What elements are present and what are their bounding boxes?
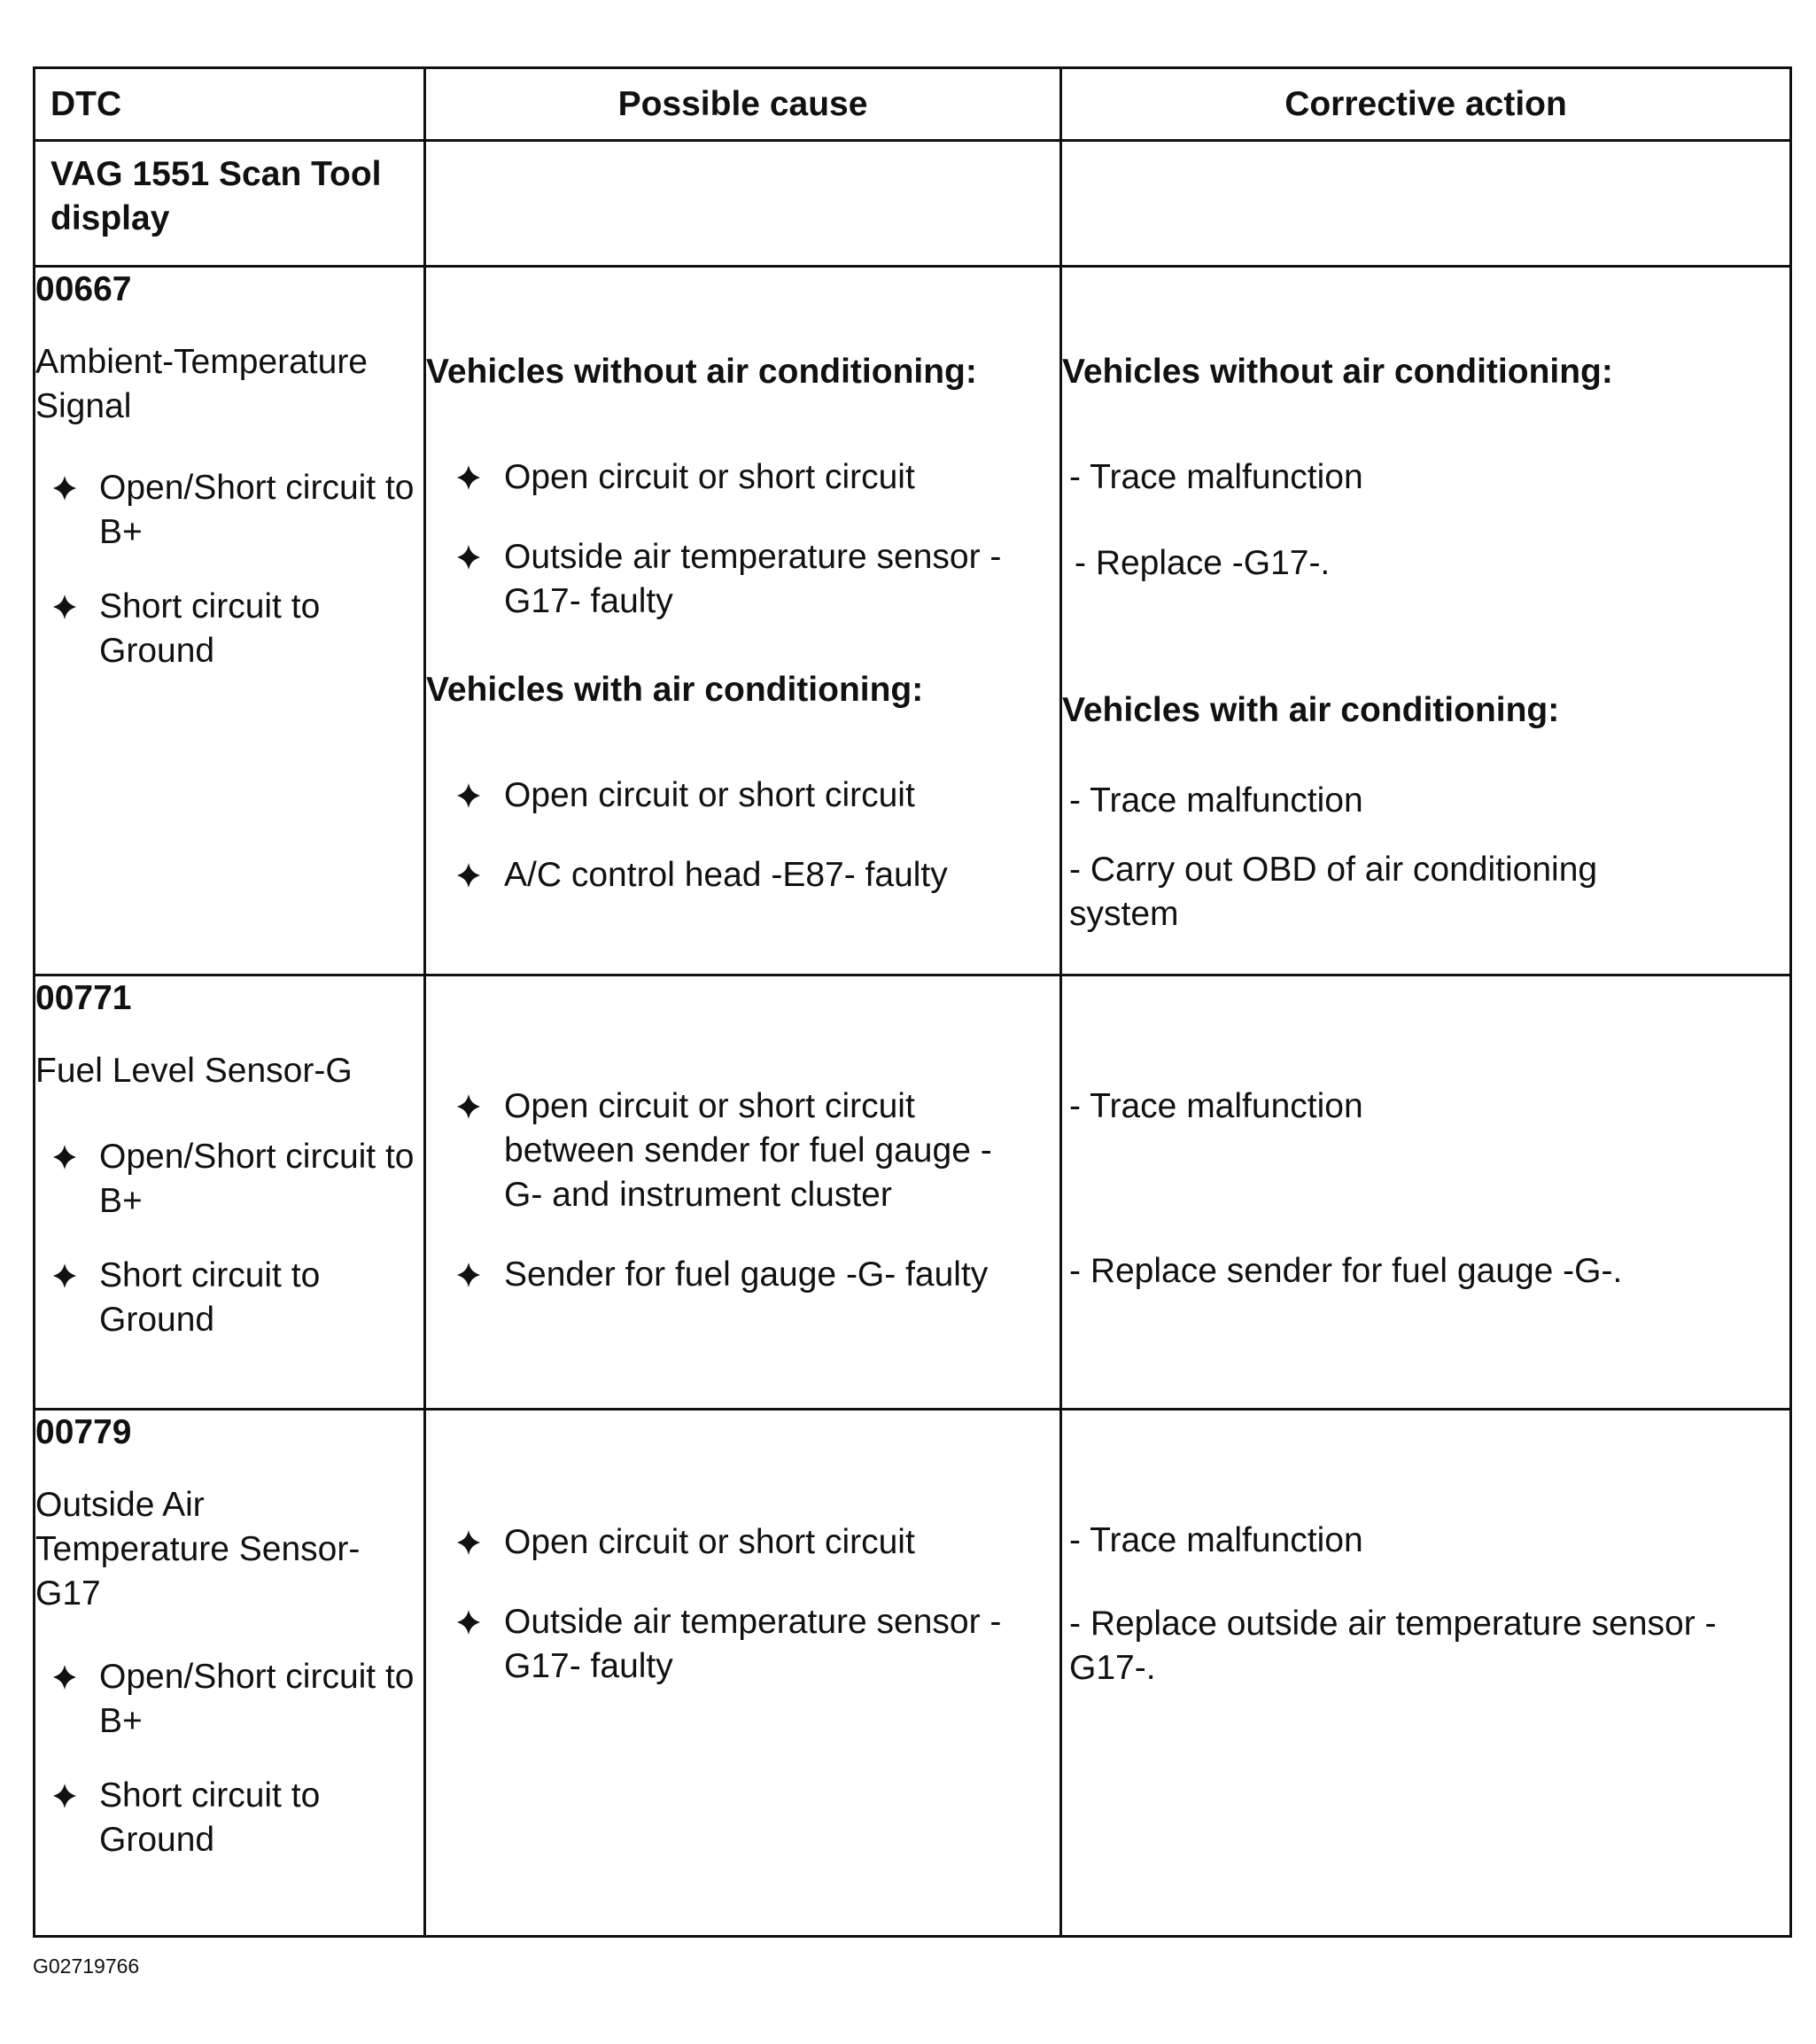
action-cell — [1061, 975, 1791, 1410]
header-corrective-action: Corrective action — [1061, 68, 1791, 141]
cause-text: Open circuit or short circuit — [504, 1523, 915, 1561]
diamond-bullet-icon — [53, 476, 76, 501]
dtc-condition-text: Short circuit to Ground — [99, 1776, 321, 1859]
dtc-condition — [35, 1655, 423, 1744]
action-item: - Carry out OBD of air conditioning system — [1069, 851, 1598, 933]
dtc-code: 00771 — [35, 979, 132, 1017]
dtc-condition — [35, 466, 423, 555]
cause-cell — [425, 267, 1061, 975]
cause-text: Sender for fuel gauge -G- faulty — [504, 1255, 989, 1294]
cause-item — [426, 1253, 1059, 1297]
diamond-bullet-icon — [457, 465, 480, 490]
action-item: - Replace outside air temperature sensor -G17-. — [1069, 1605, 1717, 1687]
action-item: - Trace malfunction — [1069, 1087, 1363, 1125]
diamond-bullet-icon — [457, 1530, 480, 1555]
dtc-condition-text: Open/Short circuit to B+ — [99, 1658, 415, 1740]
cause-item — [426, 853, 1059, 898]
diamond-bullet-icon — [457, 783, 480, 808]
diamond-bullet-icon — [457, 545, 480, 570]
action-item: - Replace -G17-. — [1075, 544, 1331, 582]
figure-id: G02719766 — [33, 1955, 140, 1978]
cause-text: A/C control head -E87- faulty — [504, 856, 948, 894]
action-cell — [1061, 1410, 1791, 1937]
action-subhead-with-ac: Vehicles with air conditioning: — [1062, 691, 1560, 729]
dtc-condition-text: Short circuit to Ground — [99, 1256, 321, 1339]
cause-cell — [425, 1410, 1061, 1937]
dtc-condition-text: Open/Short circuit to B+ — [99, 469, 415, 551]
dtc-signal: Fuel Level Sensor-G — [35, 1052, 353, 1090]
action-item: - Trace malfunction — [1069, 458, 1363, 496]
dtc-condition — [35, 1135, 423, 1224]
header-subrow-empty-action — [1061, 141, 1791, 267]
cause-text: Outside air temperature sensor -G17- faulty — [504, 1603, 1002, 1685]
dtc-condition-text: Open/Short circuit to B+ — [99, 1138, 415, 1220]
cause-item — [426, 1600, 1059, 1689]
header-scan-tool-display: VAG 1551 Scan Tool display — [35, 141, 425, 267]
cause-text: Open circuit or short circuit between sender for fuel gauge -G- and instrument cluster — [504, 1087, 992, 1214]
header-subrow-empty-cause — [425, 141, 1061, 267]
dtc-code: 00667 — [35, 270, 132, 308]
dtc-condition — [35, 1254, 423, 1342]
action-item: - Trace malfunction — [1069, 781, 1363, 820]
dtc-table — [33, 66, 1792, 1938]
cause-text: Open circuit or short circuit — [504, 776, 915, 814]
cause-subhead-with-ac: Vehicles with air conditioning: — [426, 671, 924, 709]
table-row — [35, 1410, 1791, 1937]
table-row — [35, 267, 1791, 975]
header-subrow — [35, 141, 1791, 267]
diamond-bullet-icon — [53, 1263, 76, 1288]
cause-item — [426, 535, 1059, 624]
cause-item — [426, 455, 1059, 500]
diamond-bullet-icon — [457, 1263, 480, 1287]
diamond-bullet-icon — [53, 1665, 76, 1690]
cause-item — [426, 1520, 1059, 1565]
cause-text: Open circuit or short circuit — [504, 458, 915, 496]
diamond-bullet-icon — [457, 1610, 480, 1635]
action-item: - Trace malfunction — [1069, 1521, 1363, 1559]
table-row — [35, 975, 1791, 1410]
cause-subhead-without-ac: Vehicles without air conditioning: — [426, 353, 977, 391]
action-cell — [1061, 267, 1791, 975]
dtc-condition — [35, 585, 423, 673]
dtc-condition-text: Short circuit to Ground — [99, 587, 321, 670]
cause-text: Outside air temperature sensor -G17- faulty — [504, 538, 1002, 620]
cause-cell — [425, 975, 1061, 1410]
diamond-bullet-icon — [53, 1784, 76, 1808]
header-dtc: DTC — [35, 68, 425, 141]
dtc-condition — [35, 1774, 423, 1862]
dtc-signal: Outside Air Temperature Sensor-G17 — [35, 1486, 361, 1613]
dtc-cell — [35, 267, 425, 975]
diamond-bullet-icon — [457, 863, 480, 888]
diamond-bullet-icon — [53, 595, 76, 619]
diamond-bullet-icon — [457, 1094, 480, 1119]
dtc-code: 00779 — [35, 1413, 132, 1451]
action-subhead-without-ac: Vehicles without air conditioning: — [1062, 353, 1613, 391]
dtc-cell — [35, 975, 425, 1410]
header-row — [35, 68, 1791, 141]
dtc-signal: Ambient-Temperature Signal — [35, 343, 368, 425]
header-possible-cause: Possible cause — [425, 68, 1061, 141]
cause-item — [426, 1084, 1000, 1217]
action-item: - Replace sender for fuel gauge -G-. — [1069, 1252, 1623, 1290]
dtc-cell — [35, 1410, 425, 1937]
cause-item — [426, 773, 1059, 818]
diamond-bullet-icon — [53, 1145, 76, 1170]
